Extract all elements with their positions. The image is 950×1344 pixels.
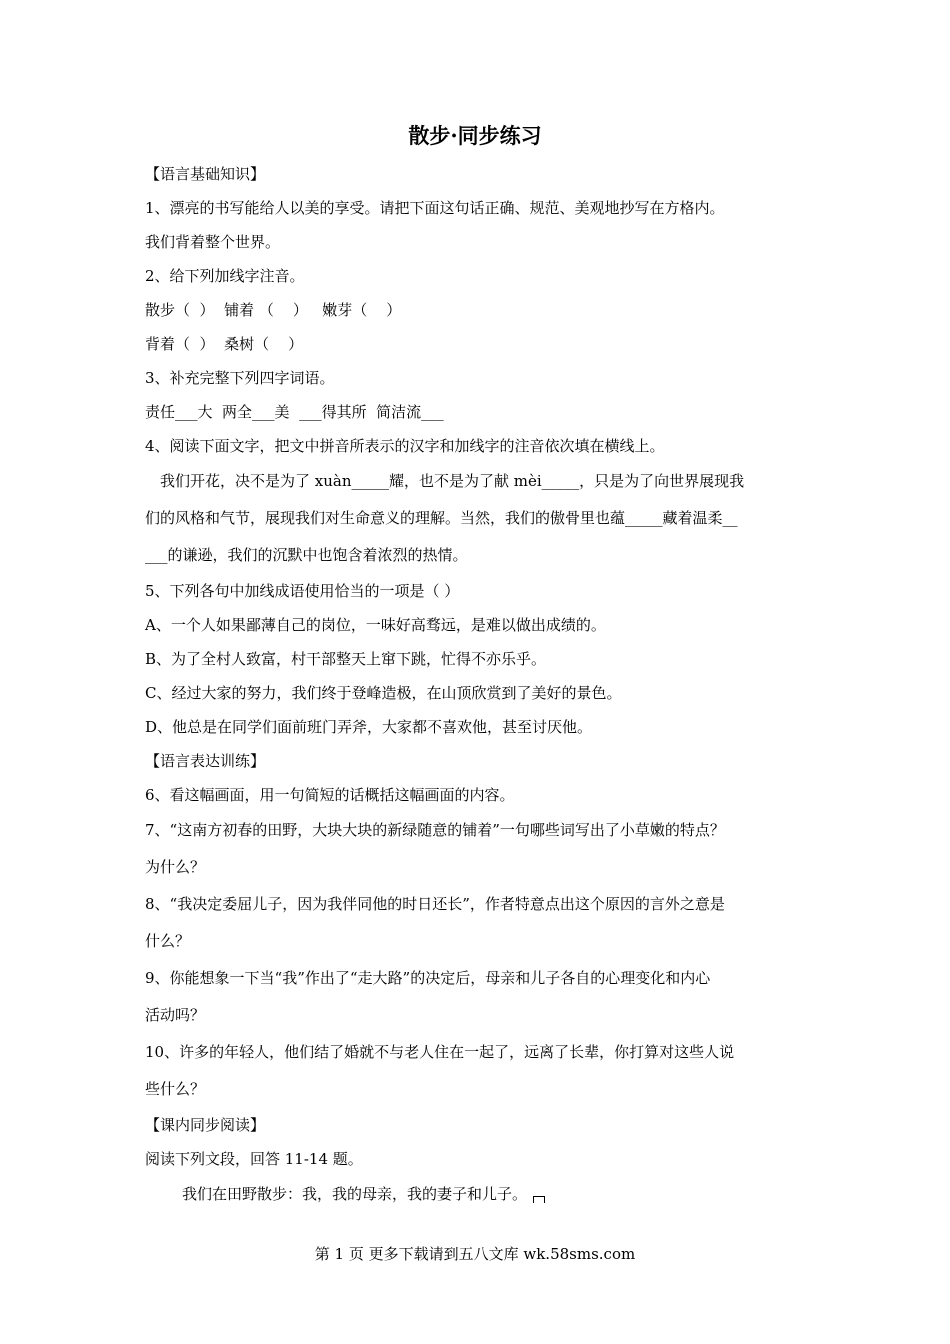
question-3: 3、补充完整下列四字词语。 xyxy=(145,369,335,387)
question-9-line-1: 9、你能想象一下当“我”作出了“走大路”的决定后，母亲和儿子各自的心理变化和内心 xyxy=(145,969,711,987)
section-heading-expression: 【语言表达训练】 xyxy=(145,752,266,770)
copy-sentence: 我们背着整个世界。 xyxy=(145,233,281,251)
section-heading-reading: 【课内同步阅读】 xyxy=(145,1116,266,1134)
idiom-blanks: 责任___大 两全___美 ___得其所 简洁流___ xyxy=(145,403,444,421)
option-c: C、经过大家的努力，我们终于登峰造极，在山顶欣赏到了美好的景色。 xyxy=(145,684,622,702)
option-d: D、他总是在同学们面前班门弄斧，大家都不喜欢他，甚至讨厌他。 xyxy=(145,718,593,736)
page-title: 散步·同步练习 xyxy=(408,123,542,148)
question-7-line-2: 为什么？ xyxy=(145,858,206,876)
option-b: B、为了全村人致富，村干部整天上窜下跳，忙得不亦乐乎。 xyxy=(145,650,547,668)
paragraph-corner-mark-icon xyxy=(533,1196,545,1203)
reading-passage-line-1 xyxy=(145,1176,810,1213)
question-8-line-1: 8、“我决定委屈儿子，因为我伴同他的时日还长”，作者特意点出这个原因的言外之意是 xyxy=(145,895,725,913)
reading-passage-text: 我们在田野散步：我，我的母亲，我的妻子和儿子。 xyxy=(182,1185,528,1203)
question-9-line-2: 活动吗？ xyxy=(145,1006,206,1024)
page-footer: 第 1 页 更多下载请到五八文库 wk.58sms.com xyxy=(314,1245,636,1263)
document-body xyxy=(145,157,810,1213)
question-6: 6、看这幅画面，用一句简短的话概括这幅画面的内容。 xyxy=(145,786,515,804)
option-a: A、一个人如果鄙薄自己的岗位，一味好高骛远，是难以做出成绩的。 xyxy=(145,616,606,634)
pinyin-row-1: 散步（ ） 铺着 （ ） 嫩芽（ ） xyxy=(145,301,402,319)
reading-instruction: 阅读下列文段，回答 11-14 题。 xyxy=(145,1150,363,1168)
question-1: 1、漂亮的书写能给人以美的享受。请把下面这句话正确、规范、美观地抄写在方格内。 xyxy=(145,199,725,217)
passage-line-2: 们的风格和气节，展现我们对生命意义的理解。当然，我们的傲骨里也蕴_____藏着温柔__ xyxy=(145,509,738,527)
passage-line-3: ___的谦逊，我们的沉默中也饱含着浓烈的热情。 xyxy=(145,546,468,564)
pinyin-row-2: 背着（ ） 桑树（ ） xyxy=(145,335,304,353)
question-4: 4、阅读下面文字，把文中拼音所表示的汉字和加线字的注音依次填在横线上。 xyxy=(145,437,665,455)
question-8-line-2: 什么？ xyxy=(145,932,191,950)
passage-line-1: 我们开花，决不是为了 xuàn_____耀，也不是为了献 mèi_____，只是为了向世界展现我 xyxy=(160,472,745,490)
question-10-line-1: 10、许多的年轻人，他们结了婚就不与老人住在一起了，远离了长辈，你打算对这些人说 xyxy=(145,1043,735,1061)
question-7-line-1: 7、“这南方初春的田野，大块大块的新绿随意的铺着”一句哪些词写出了小草嫩的特点？ xyxy=(145,821,725,839)
question-5: 5、下列各句中加线成语使用恰当的一项是（ ） xyxy=(145,582,460,600)
section-heading-basics: 【语言基础知识】 xyxy=(145,165,266,183)
question-2: 2、给下列加线字注音。 xyxy=(145,267,305,285)
question-10-line-2: 些什么？ xyxy=(145,1080,206,1098)
